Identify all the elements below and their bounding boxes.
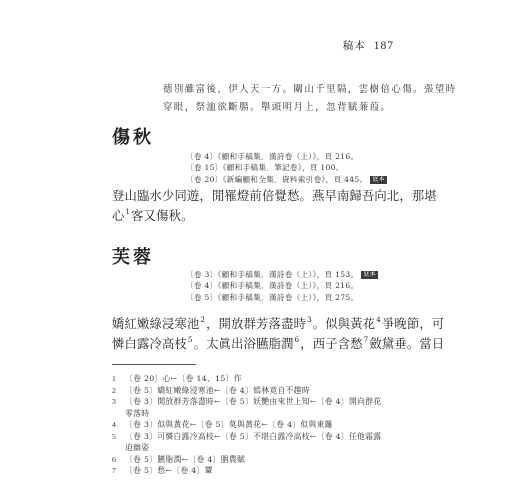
poem-line bbox=[112, 314, 444, 332]
poem-text: ，西子含愁 bbox=[300, 337, 363, 351]
source-text: 〔卷 5〕《顧和手稿集．漢詩卷（上）》，頁 275。 bbox=[186, 292, 359, 302]
footnote-ref: 5 bbox=[187, 336, 193, 344]
footnote-number: 5 bbox=[112, 431, 117, 441]
footnote-rule bbox=[112, 364, 196, 365]
footnote-ref: 1 bbox=[125, 208, 131, 216]
poem-text: 憐白露冷高枝 bbox=[112, 337, 187, 351]
footnote-number: 2 bbox=[112, 385, 117, 395]
footnote-ref: 3 bbox=[307, 316, 312, 324]
source-line bbox=[186, 162, 344, 173]
footnote-ref: 7 bbox=[363, 336, 369, 344]
source-line bbox=[186, 280, 358, 291]
footnote bbox=[112, 465, 213, 476]
prose-line: 德別雖富後，伊人天一方。關山千里隔，雲樹倍心傷。張望時 bbox=[163, 84, 457, 95]
poem-line bbox=[112, 334, 444, 352]
source-text: 〔卷 4〕《顧和手稿集．漢詩卷（上）》，頁 216。 bbox=[186, 281, 359, 291]
base-text-badge: 底本 bbox=[372, 175, 385, 183]
footnote bbox=[112, 373, 242, 384]
footnote bbox=[112, 396, 381, 407]
footnote-text: 〔卷 5〕嬌紅嫩綠浸寒池←〔卷 4〕嫣林竟自不趨時 bbox=[125, 385, 310, 395]
poem-text: 登山臨水少同遊，閒罹燈前倍覺愁。燕早南歸吾向北，那堪 bbox=[112, 189, 437, 203]
page-number: 187 bbox=[373, 40, 394, 52]
footnote-text: 〔卷 20〕心←〔卷 14、15〕作 bbox=[125, 374, 242, 383]
footnote-number: 1 bbox=[112, 374, 117, 383]
source-line bbox=[186, 151, 358, 162]
footnote-number: 7 bbox=[112, 466, 117, 475]
footnote bbox=[112, 454, 245, 465]
footnote-number: 6 bbox=[112, 454, 117, 464]
base-text-badge: 底本 bbox=[363, 271, 377, 278]
poem-text: 爭晚節，可 bbox=[381, 317, 445, 331]
source-line bbox=[186, 174, 387, 185]
source-text: 〔卷 3〕《顧和手稿集．漢詩卷（上）》，頁 153。 bbox=[186, 270, 359, 279]
poem-text: 。似與黃花 bbox=[312, 317, 376, 331]
footnote bbox=[112, 431, 381, 442]
footnote-ref: 6 bbox=[294, 336, 300, 344]
poem-text: 。太眞出浴臙脂潤 bbox=[193, 337, 294, 351]
footnote-text: 〔卷 3〕開放群芳落盡時←〔卷 5〕妖艷由來世上知←〔卷 4〕開向群花 bbox=[125, 397, 382, 406]
poem-text: 客又傷秋。 bbox=[131, 209, 194, 223]
footnote-number: 3 bbox=[112, 397, 117, 406]
source-line bbox=[186, 292, 358, 303]
source-text: 〔卷 20〕《新編顧和全集．資料索引卷》，頁 445。 bbox=[186, 174, 368, 184]
footnote-continuation: 零落時 bbox=[125, 408, 150, 418]
footnote-continuation: 迫幽姿 bbox=[125, 443, 150, 452]
poem-text: 心 bbox=[112, 209, 125, 223]
poem-text: 嬌紅嫩綠浸寒池 bbox=[112, 317, 200, 331]
footnote-ref: 4 bbox=[376, 316, 381, 324]
footnote-text: 〔卷 3〕似與黃花←〔卷 5〕莫與黃花←〔卷 4〕似與東籬 bbox=[125, 420, 333, 429]
poem-line bbox=[112, 186, 437, 204]
footnote-number: 4 bbox=[112, 420, 117, 429]
footnote-text: 〔卷 5〕愁←〔卷 4〕顰 bbox=[125, 466, 213, 475]
poem-title: 芙蓉 bbox=[112, 247, 154, 268]
source-text: 〔卷 15〕《顧和手稿集．筆記卷》，頁 100。 bbox=[186, 163, 344, 173]
poem-text: ，開放群芳落盡時 bbox=[206, 317, 307, 331]
footnote-text: 〔卷 5〕臙脂潤←〔卷 4〕胭農賦 bbox=[125, 454, 246, 464]
prose-line: 穿眼，祭洫欲斷腸。舉頭明月上，忽背賦蒹葭。 bbox=[163, 102, 392, 113]
running-head-title: 稿本 bbox=[342, 40, 366, 52]
footnote bbox=[112, 419, 333, 430]
source-text: 〔卷 4〕《顧和手稿集．漢詩卷（上）》，頁 216。 bbox=[186, 152, 359, 161]
source-line bbox=[186, 269, 378, 280]
footnote-text: 〔卷 3〕可憐白露冷高枝←〔卷 5〕不堪白露冷高枝←〔卷 4〕任他霜露 bbox=[125, 431, 382, 441]
poem-title: 傷秋 bbox=[112, 127, 154, 148]
footnote-ref: 2 bbox=[200, 316, 206, 324]
running-head bbox=[343, 38, 394, 53]
footnote bbox=[112, 385, 310, 396]
poem-text: 斂黛垂。當日 bbox=[369, 337, 445, 351]
poem-line bbox=[112, 206, 194, 224]
